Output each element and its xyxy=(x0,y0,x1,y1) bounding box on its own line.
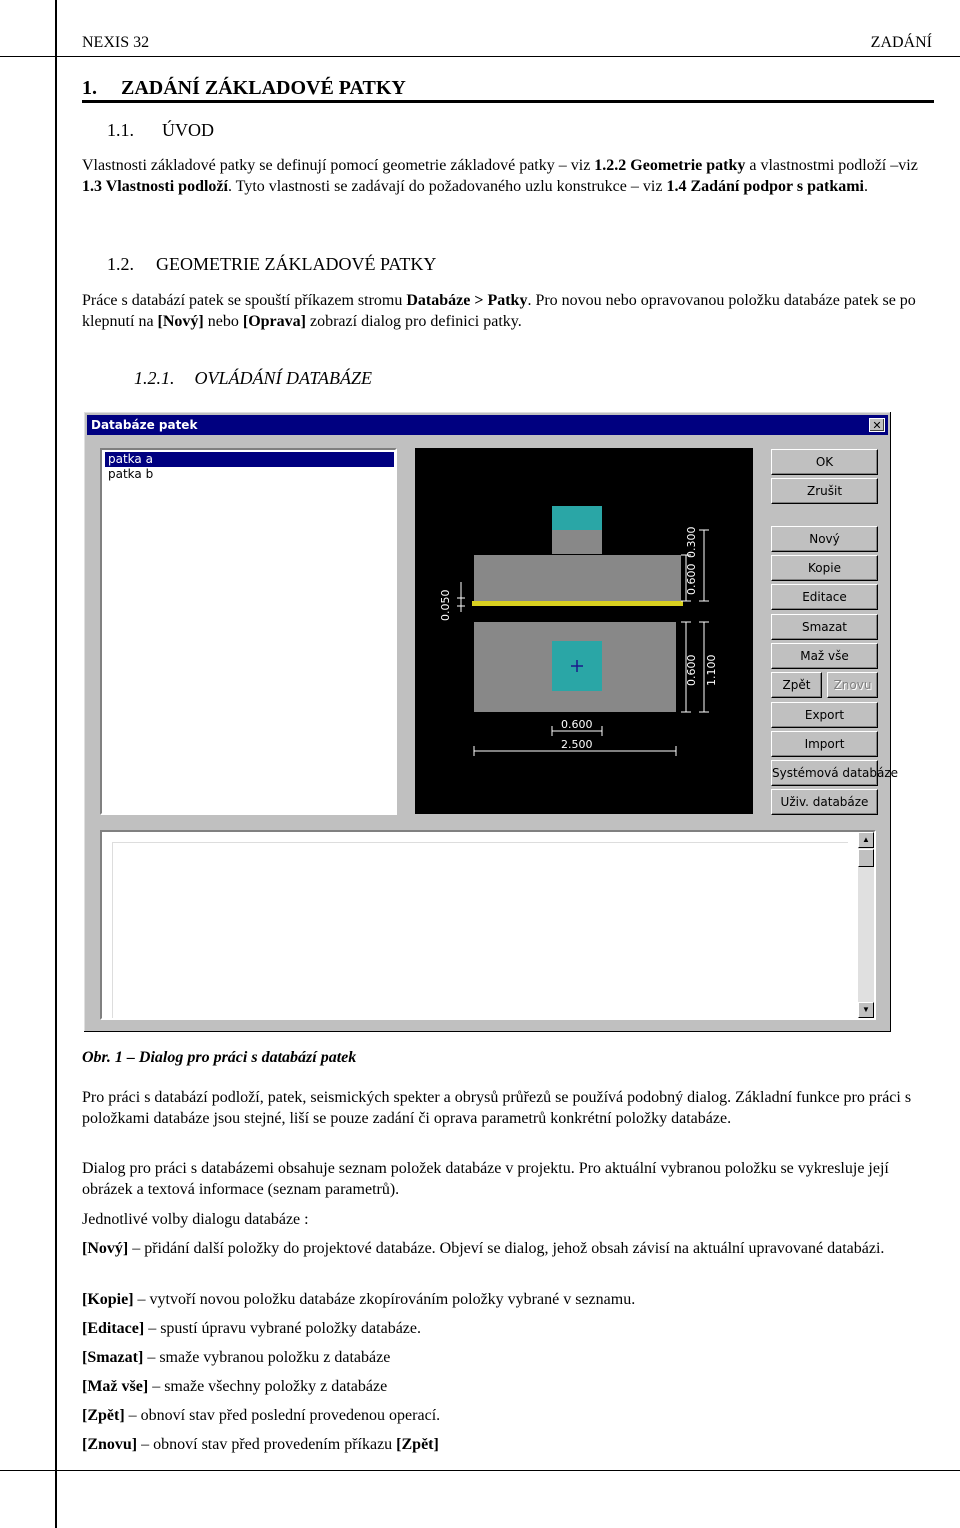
option-text: – vytvoří novou položku databáze zkopírováním položky vybrané v seznamu. xyxy=(133,1291,636,1308)
option-key-2: [Zpět] xyxy=(396,1436,439,1453)
heading-1-2 xyxy=(107,254,436,275)
intro-text-1: Vlastnosti základové patky se definují pomocí geometrie základové patky – viz xyxy=(82,157,595,174)
option-text: – smaže vybranou položku z databáze xyxy=(143,1349,391,1366)
option-key: [Smazat] xyxy=(82,1349,144,1366)
heading-1-2-1-title: OVLÁDÁNÍ DATABÁZE xyxy=(194,368,372,388)
delete-button[interactable]: Smazat xyxy=(771,614,878,640)
heading-1 xyxy=(82,77,406,100)
geom-text-1: Práce s databází patek se spouští příkazem stromu xyxy=(82,292,407,309)
edit-button[interactable]: Editace xyxy=(771,584,878,610)
ok-button[interactable]: OK xyxy=(771,449,878,475)
option-delete xyxy=(82,1347,932,1368)
column-top xyxy=(552,506,602,530)
footing-upper xyxy=(474,555,681,601)
export-button[interactable]: Export xyxy=(771,702,878,728)
geom-text-4: zobrazí dialog pro definici patky. xyxy=(305,313,522,330)
system-database-button[interactable]: Systémová databáze xyxy=(771,760,878,786)
option-key: [Kopie] xyxy=(82,1291,134,1308)
heading-1-2-title: GEOMETRIE ZÁKLADOVÉ PATKY xyxy=(156,254,437,274)
figure-caption-text: Obr. 1 – Dialog pro práci s databází patek xyxy=(82,1049,357,1066)
dim-0-300: 0.300 xyxy=(685,526,698,558)
user-database-button[interactable]: Uživ. databáze xyxy=(771,789,878,815)
scroll-down-icon[interactable]: ▼ xyxy=(858,1002,874,1018)
info-text-area[interactable] xyxy=(100,830,876,1020)
dim-2-500: 2.500 xyxy=(561,738,593,751)
geom-edit: [Oprava] xyxy=(242,313,306,330)
heading-1-num: 1. xyxy=(82,77,97,99)
option-key: [Editace] xyxy=(82,1320,145,1337)
header-left: NEXIS 32 xyxy=(82,34,150,51)
option-text: – smaže všechny položky z databáze xyxy=(148,1378,388,1395)
intro-text-3: . Tyto vlastnosti se zadávají do požadovaného uzlu konstrukce – viz xyxy=(227,178,667,195)
link-geometry[interactable]: 1.2.2 Geometrie patky xyxy=(594,157,746,174)
option-key: [Nový] xyxy=(82,1240,129,1257)
intro-text-4: . xyxy=(863,178,868,195)
dim-0-600-b: 0.600 xyxy=(685,654,698,686)
dim-0-050: 0.050 xyxy=(439,589,452,621)
dim-1-100: 1.100 xyxy=(705,654,718,686)
option-delete-all xyxy=(82,1376,932,1397)
vertical-scrollbar[interactable] xyxy=(858,832,874,1018)
footing-database-dialog xyxy=(83,411,899,1033)
heading-1-2-1 xyxy=(134,368,372,389)
option-key: [Maž vše] xyxy=(82,1378,149,1395)
intro-paragraph xyxy=(82,155,932,197)
option-edit xyxy=(82,1318,932,1339)
heading-rule xyxy=(82,100,934,103)
info-text-inner xyxy=(112,842,848,1018)
option-key: [Zpět] xyxy=(82,1407,125,1424)
paragraph-3: Jednotlivé volby dialogu databáze : xyxy=(82,1211,309,1228)
redo-button[interactable]: Znovu xyxy=(827,672,878,698)
scroll-up-icon[interactable]: ▲ xyxy=(858,832,874,848)
dialog-titlebar[interactable] xyxy=(87,415,888,435)
cancel-button[interactable]: Zrušit xyxy=(771,478,878,504)
option-redo xyxy=(82,1434,932,1455)
import-button[interactable]: Import xyxy=(771,731,878,757)
geom-command: Databáze > Patky xyxy=(406,292,528,309)
option-text: – spustí úpravu vybrané položky databáze. xyxy=(144,1320,422,1337)
heading-1-1-title: ÚVOD xyxy=(162,120,214,140)
heading-1-2-1-num: 1.2.1. xyxy=(134,368,175,388)
footing-drawing xyxy=(415,448,753,814)
geom-new: [Nový] xyxy=(157,313,204,330)
heading-1-2-num: 1.2. xyxy=(107,254,134,274)
geom-text-2: . Pro novou nebo opravovanou položku databáze patek se po klepnutí na xyxy=(82,292,916,330)
new-button[interactable]: Nový xyxy=(771,526,878,552)
option-copy xyxy=(82,1289,932,1310)
heading-1-1-num: 1.1. xyxy=(107,120,134,140)
intro-text-2: a vlastnostmi podloží –viz xyxy=(745,157,918,174)
dialog-title: Databáze patek xyxy=(91,418,198,432)
option-new xyxy=(82,1238,932,1259)
scroll-thumb[interactable] xyxy=(858,849,874,867)
geom-text-3: nebo xyxy=(203,313,243,330)
paragraph-1: Pro práci s databází podloží, patek, seismických spekter a obrysů průřezů se používá podobný dialog. Základní funkce pro práci s položkami databáze jsou stejné, liší se pouze zadání či oprava parametrů konkrétní položky databáze. xyxy=(82,1089,912,1127)
delete-all-button[interactable]: Maž vše xyxy=(771,643,878,669)
undo-button[interactable]: Zpět xyxy=(771,672,822,698)
option-text: – obnoví stav před provedením příkazu xyxy=(137,1436,397,1453)
link-supports[interactable]: 1.4 Zadání podpor s patkami xyxy=(666,178,864,195)
dim-0-600-a: 0.600 xyxy=(685,563,698,595)
items-list[interactable] xyxy=(100,448,397,815)
header-rule xyxy=(0,56,960,57)
list-item[interactable]: patka a xyxy=(105,452,394,467)
heading-1-1 xyxy=(107,120,214,141)
close-icon[interactable]: ✕ xyxy=(869,418,885,432)
option-text: – obnoví stav před poslední provedenou operací. xyxy=(124,1407,441,1424)
link-subsoil[interactable]: 1.3 Vlastnosti podloží xyxy=(82,178,228,195)
paragraph-2: Dialog pro práci s databázemi obsahuje seznam položek databáze v projektu. Pro aktuální vybranou položku se vykresluje její obrázek a textová informace (seznam parametrů). xyxy=(82,1160,889,1198)
option-key: [Znovu] xyxy=(82,1436,138,1453)
footer-rule xyxy=(0,1470,960,1471)
dim-0-600-c: 0.600 xyxy=(561,718,593,731)
option-text: – přidání další položky do projektové databáze. Objeví se dialog, jehož obsah závisí na aktuální upravované databázi. xyxy=(128,1240,885,1257)
figure-caption xyxy=(82,1049,356,1067)
heading-1-title: ZADÁNÍ ZÁKLADOVÉ PATKY xyxy=(121,77,406,99)
geometry-paragraph xyxy=(82,290,932,332)
header-right: ZADÁNÍ xyxy=(870,34,932,51)
column-base xyxy=(552,530,602,554)
option-undo xyxy=(82,1405,932,1426)
margin-line xyxy=(55,0,57,1528)
copy-button[interactable]: Kopie xyxy=(771,555,878,581)
footing-preview xyxy=(415,448,753,814)
list-item[interactable]: patka b xyxy=(108,467,154,481)
subsoil-layer xyxy=(472,601,683,606)
